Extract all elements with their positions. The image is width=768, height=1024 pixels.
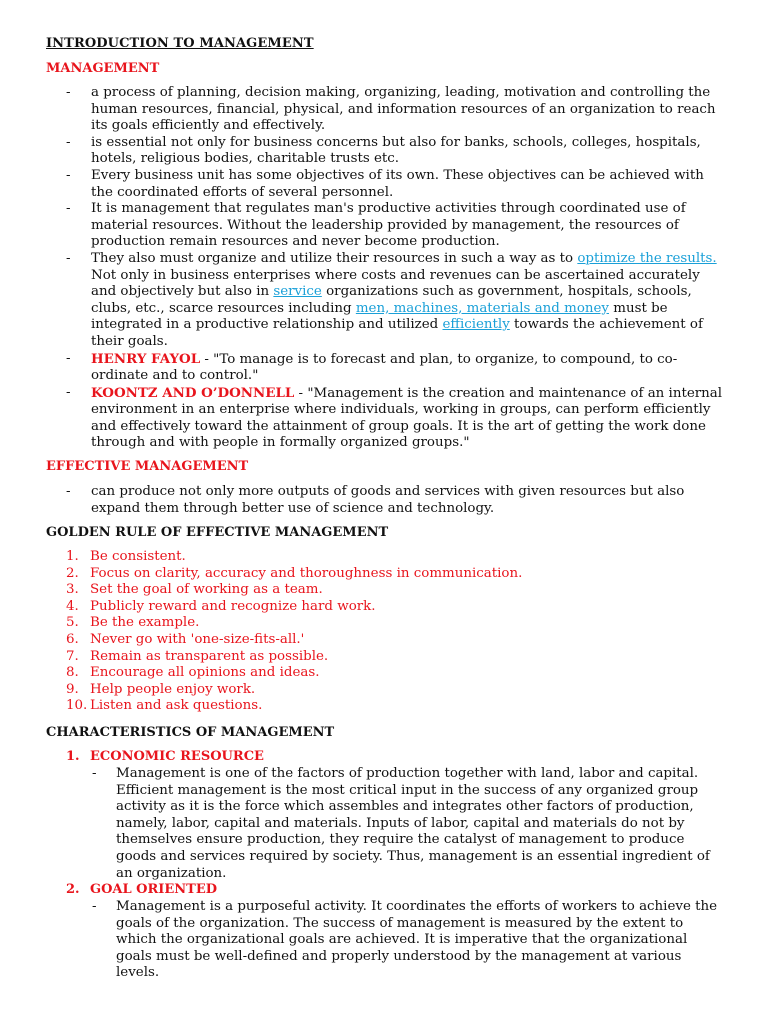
link-optimize-results[interactable]: optimize the results. [577,250,717,266]
economic-resource-list [92,766,718,882]
document-title: INTRODUCTION TO MANAGEMENT [46,36,314,51]
characteristic-heading-goal: 2. GOAL ORIENTED [66,882,218,897]
list-item: - Management is a purposeful activity. It coordinates the efforts of workers to achieve the goals of the organization. The success of management is measured by the extent to which the organizational goals are achieved. It is imperative that the organizational goals must be well-defined and properly understood by the management at various levels. [92,899,718,982]
list-item: - Every business unit has some objectives of its own. These objectives can be achieved with the coordinated efforts of several personnel. [66,168,726,201]
list-item: 1. Be consistent. [66,549,186,564]
management-list [66,85,726,452]
effective-management-heading: EFFECTIVE MANAGEMENT [46,459,249,474]
list-item: - They also must organize and utilize their resources in such a way as to optimize the results. Not only in business enterprises where costs and revenues can be ascertained accurately and objectively but also in service organizations such as government, hospitals, schools, clubs, etc., scarce resources including men, machines, materials and money must be integrated in a productive relationship and utilized efficiently towards the achievement of their goals. [66,251,726,351]
link-service[interactable]: service [273,284,322,300]
characteristic-heading-economic: 1. ECONOMIC RESOURCE [66,749,264,764]
golden-rule-heading: GOLDEN RULE OF EFFECTIVE MANAGEMENT [46,525,389,540]
effective-list [66,484,726,517]
characteristics-heading: CHARACTERISTICS OF MANAGEMENT [46,725,335,740]
list-item: 8. Encourage all opinions and ideas. [66,665,320,681]
list-item: 2. Focus on clarity, accuracy and thoroughness in communication. [66,565,523,581]
list-item: - HENRY FAYOL - "To manage is to forecast and plan, to organize, to compound, to co-ordinate and to control." [66,351,726,385]
list-item: 4. Publicly reward and recognize hard work. [66,598,376,614]
list-item: - a process of planning, decision making, organizing, leading, motivation and controlling the human resources, financial, physical, and information resources of an organization to reach its goals efficiently and effectively. [66,85,726,135]
list-item: 9. Help people enjoy work. [66,681,256,697]
golden-rules-list [66,549,666,715]
goal-oriented-list [92,899,718,982]
link-men-machines[interactable]: men, machines, materials and money [355,300,609,316]
koontz-odonnell-name: KOONTZ AND O’DONNELL [91,384,295,401]
list-item: - It is management that regulates man's productive activities through coordinated use of material resources. Without the leadership provided by management, the resources of production remain resources and never become production. [66,201,726,251]
list-item: 6. Never go with 'one-size-fits-all.' [66,631,305,647]
link-efficiently[interactable]: efficiently [442,317,510,333]
henry-fayol-name: HENRY FAYOL [91,350,201,367]
list-item: - Management is one of the factors of production together with land, labor and capital. Efficient management is the most critical input in the success of any organized group activity as it is the force which assembles and integrates other factors of production, namely, labor, capital and materials. Inputs of labor, capital and materials do not by themselves ensure production, they require the catalyst of management to produce goods and services required by society. Thus, management is an essential ingredient of an organization. [92,766,718,882]
list-item: - KOONTZ AND O’DONNELL - "Management is the creation and maintenance of an internal environment in an enterprise where individuals, working in groups, can perform efficiently and effectively toward the attainment of group goals. It is the art of getting the work done through and with people in formally organized groups." [66,385,726,452]
management-heading: MANAGEMENT [46,61,160,76]
list-item: 10. Listen and ask questions. [66,698,263,714]
list-item: - is essential not only for business concerns but also for banks, schools, colleges, hospitals, hotels, religious bodies, charitable trusts etc. [66,135,726,168]
list-item: 3. Set the goal of working as a team. [66,582,323,598]
list-item: - can produce not only more outputs of goods and services with given resources but also expand them through better use of science and technology. [66,484,726,517]
list-item: 5. Be the example. [66,615,200,631]
list-item: 7. Remain as transparent as possible. [66,648,329,664]
